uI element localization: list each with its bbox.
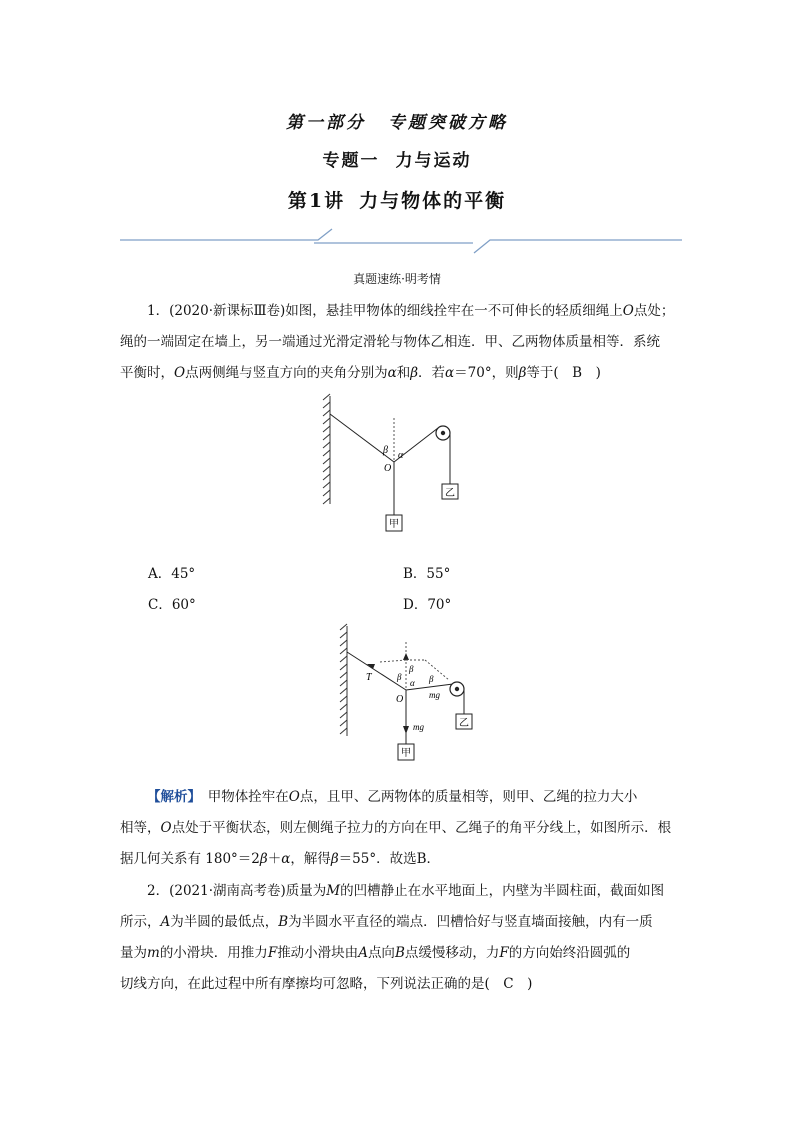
q1-line-1: 1．(2020·新课标Ⅲ卷)如图，悬挂甲物体的细线拴牢在一不可伸长的轻质细绳上O点处； <box>147 303 675 319</box>
label-o: O <box>396 694 404 705</box>
q2-line-2: 所示，A为半圆的最低点，B为半圆水平直径的端点．凹槽恰好与竖直墙面接触，内有一质 <box>120 914 653 930</box>
tension-t <box>347 652 406 690</box>
label-beta: β <box>383 445 388 456</box>
label-beta-3: β <box>429 674 434 684</box>
section-label: 真题速练·明考情 <box>353 272 441 286</box>
q1-line-3: 平衡时，O点两侧绳与竖直方向的夹角分别为α和β．若α＝70°，则β等于( B ) <box>120 365 601 381</box>
q1-line-2: 绳的一端固定在墙上，另一端通过光滑定滑轮与物体乙相连．甲、乙两物体质量相等．系统 <box>120 334 660 350</box>
part-title: 第一部分 专题突破方略 <box>286 113 508 133</box>
wall-hatching <box>340 624 347 736</box>
topic-title: 专题一 力与运动 <box>322 151 472 171</box>
lecture-title: 第1讲 力与物体的平衡 <box>287 190 507 212</box>
label-t: T <box>366 672 372 683</box>
label-yi: 乙 <box>445 488 455 499</box>
label-jia: 甲 <box>401 748 411 759</box>
label-o: O <box>384 463 392 474</box>
label-jia: 甲 <box>389 519 399 530</box>
parallelogram-left <box>380 660 406 662</box>
analysis-line-1: 【解析】 甲物体拴牢在O点，且甲、乙两物体的质量相等，则甲、乙绳的拉力大小 <box>147 789 638 805</box>
label-beta-1: β <box>397 672 402 682</box>
analysis-line-3: 据几何关系有 180°＝2β＋α，解得β＝55°．故选B． <box>120 851 441 867</box>
analysis <box>120 782 680 875</box>
figure-2 <box>333 622 493 772</box>
option-b: B．55° <box>403 566 451 582</box>
analysis-line-2: 相等，O点处于平衡状态，则左侧绳子拉力的方向在甲、乙绳子的角平分线上，如图所示．根 <box>120 820 672 836</box>
option-c: C．60° <box>148 597 196 613</box>
label-alpha: α <box>398 450 404 461</box>
question-1 <box>120 296 680 389</box>
q2-line-3: 量为m的小滑块．用推力F推动小滑块由A点向B点缓慢移动，力F的方向始终沿圆弧的 <box>120 945 631 961</box>
label-beta-2: β <box>409 664 414 674</box>
wall-hatching <box>323 394 330 504</box>
label-mg-right: mg <box>429 690 440 700</box>
question-2 <box>120 876 680 1000</box>
option-d: D．70° <box>403 597 452 613</box>
label-yi: 乙 <box>459 718 469 729</box>
label-alpha: α <box>410 678 415 688</box>
title-divider <box>118 226 684 256</box>
q2-line-4: 切线方向，在此过程中所有摩擦均可忽略，下列说法正确的是( C ) <box>120 976 533 992</box>
label-mg-down: mg <box>413 722 424 732</box>
analysis-label: 【解析】 <box>147 789 195 805</box>
q2-line-1: 2．(2021·湖南高考卷)质量为M的凹槽静止在水平地面上，内壁为半圆柱面，截面如图 <box>147 883 665 899</box>
figure-1 <box>318 392 478 542</box>
option-a: A．45° <box>148 566 196 582</box>
